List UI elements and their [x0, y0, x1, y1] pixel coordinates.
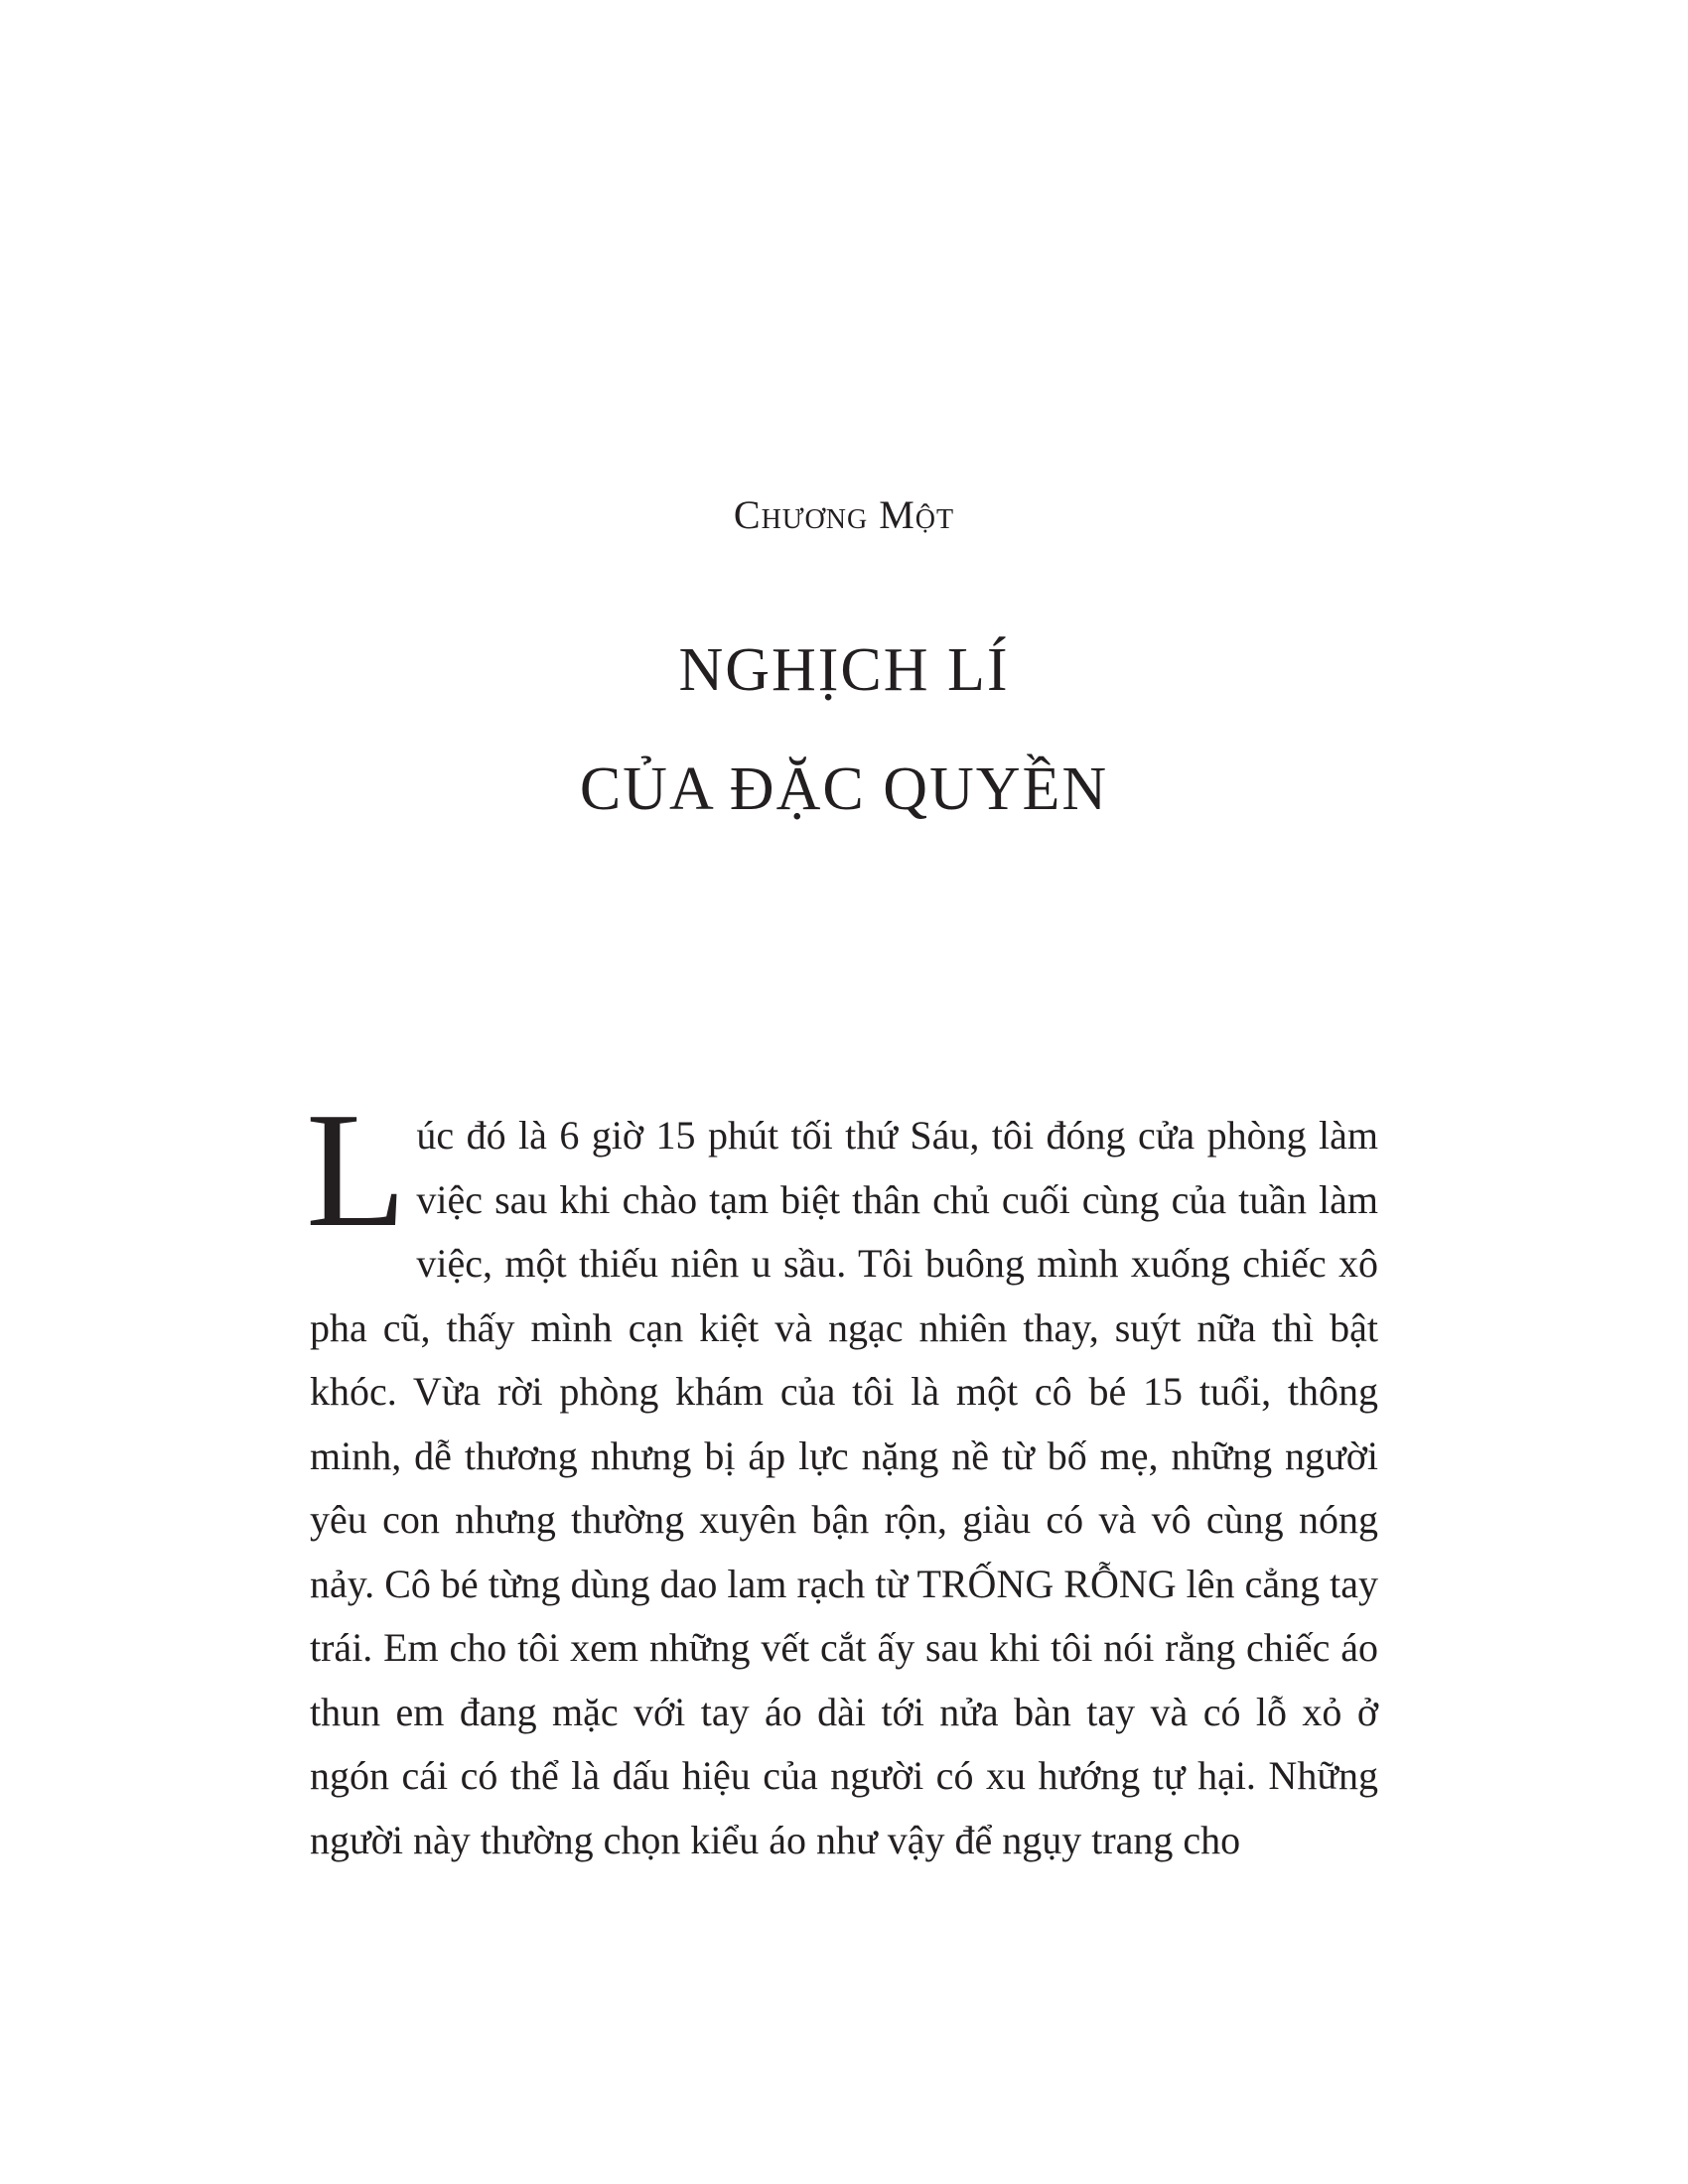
- body-paragraph: [306, 1078, 1378, 1872]
- chapter-title: [0, 611, 1688, 849]
- body-paragraph-text: úc đó là 6 giờ 15 phút tối thứ Sáu, tôi đóng cửa phòng làm việc sau khi chào tạm biệt thân chủ cuối cùng của tuần làm việc, một thiếu niên u sầu. Tôi buông mình xuống chiếc xô pha cũ, thấy mình cạn kiệt và ngạc nhiên thay, suýt nữa thì bật khóc. Vừa rời phòng khám của tôi là một cô bé 15 tuổi, thông minh, dễ thương nhưng bị áp lực nặng nề từ bố mẹ, những người yêu con nhưng thường xuyên bận rộn, giàu có và vô cùng nóng nảy. Cô bé từng dùng dao lam rạch từ TRỐNG RỖNG lên cẳng tay trái. Em cho tôi xem những vết cắt ấy sau khi tôi nói rằng chiếc áo thun em đang mặc với tay áo dài tới nửa bàn tay và có lỗ xỏ ở ngón cái có thể là dấu hiệu của người có xu hướng tự hại. Những người này thường chọn kiểu áo như vậy để ngụy trang cho: [310, 1113, 1378, 1862]
- chapter-title-line-1: NGHỊCH LÍ: [678, 636, 1010, 704]
- drop-cap: L: [306, 1078, 407, 1261]
- chapter-label: Chương Một: [733, 492, 955, 537]
- chapter-title-line-2: CỦA ĐẶC QUYỀN: [579, 755, 1109, 823]
